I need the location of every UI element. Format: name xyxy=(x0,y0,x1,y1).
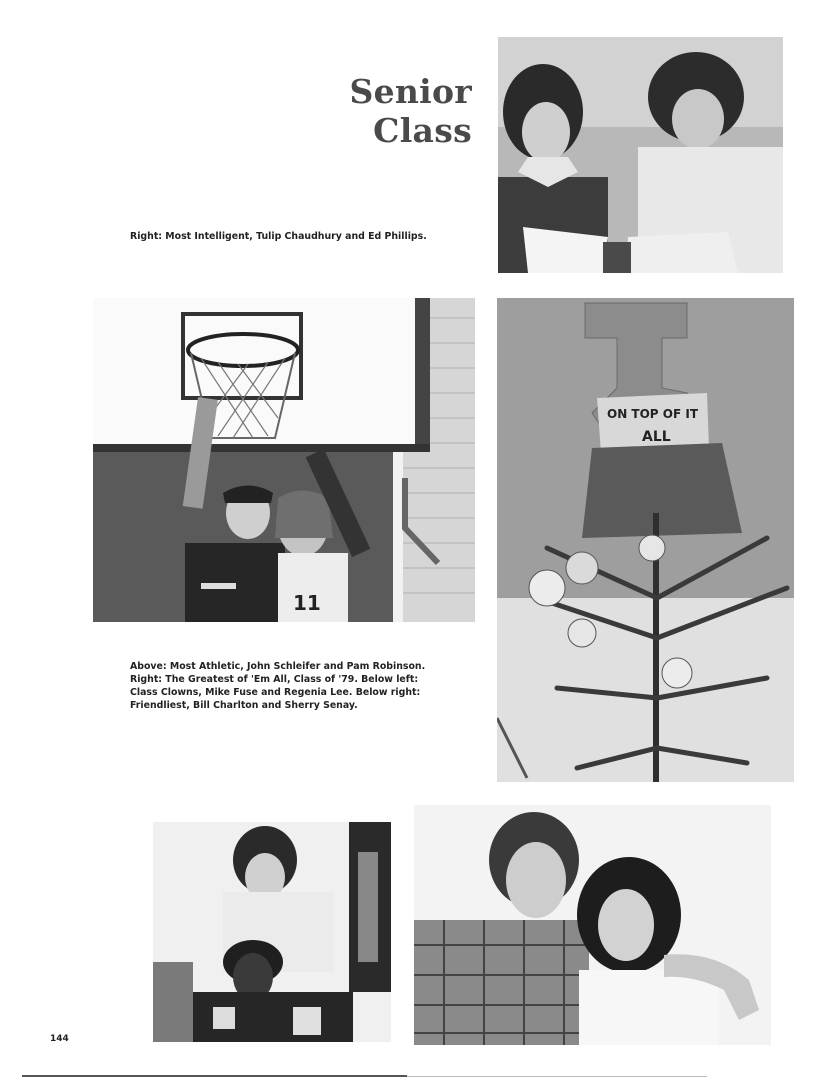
caption-line-4: Friendliest, Bill Charlton and Sherry Senay. xyxy=(130,700,358,711)
photo-most-intelligent xyxy=(498,37,783,273)
photo-most-athletic-image xyxy=(93,298,475,622)
photo-class-clowns xyxy=(153,822,391,1042)
caption-line-1: Above: Most Athletic, John Schleifer and Pam Robinson. xyxy=(130,661,426,672)
bottom-rule xyxy=(22,1075,407,1077)
photo-most-intelligent-image xyxy=(498,37,783,273)
banner-line1: ON TOP OF IT xyxy=(607,407,699,421)
photo-most-athletic xyxy=(93,298,475,622)
photo-class-of-79-image xyxy=(497,298,794,782)
caption-most-intelligent: Right: Most Intelligent, Tulip Chaudhury and Ed Phillips. xyxy=(130,231,427,242)
page-title: Senior Class xyxy=(349,72,472,150)
page-number: 144 xyxy=(50,1034,69,1044)
photo-friendliest xyxy=(414,805,771,1045)
photo-friendliest-image xyxy=(414,805,771,1045)
banner-line2: ALL xyxy=(642,429,671,445)
caption-group xyxy=(130,660,485,712)
photo-class-of-79 xyxy=(497,298,794,782)
caption-line-2: Right: The Greatest of 'Em All, Class of '79. Below left: xyxy=(130,674,419,685)
bottom-rule-faint xyxy=(407,1076,707,1077)
photo-class-clowns-image xyxy=(153,822,391,1042)
jersey-number: 11 xyxy=(293,591,321,615)
caption-line-3: Class Clowns, Mike Fuse and Regenia Lee. Below right: xyxy=(130,687,421,698)
